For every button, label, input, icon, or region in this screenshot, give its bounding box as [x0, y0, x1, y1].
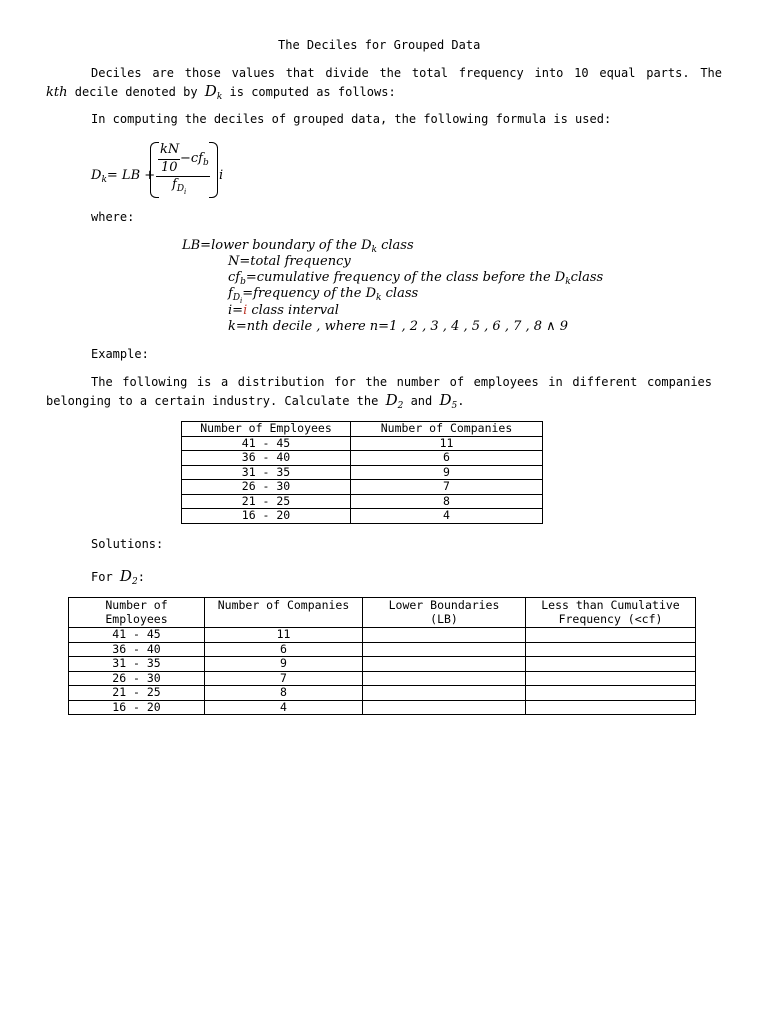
col-header-lower-boundaries: Lower Boundaries (LB)	[363, 598, 526, 628]
table-cell: 41 - 45	[69, 628, 205, 643]
table-cell: 9	[351, 465, 543, 480]
table-cell: 21 - 25	[182, 494, 351, 509]
formula-left-paren	[150, 142, 159, 198]
col-header-employees: Number of Employees	[69, 598, 205, 628]
example-line-2: belonging to a certain industry. Calculate the $D_2$ and $D_5$.	[46, 391, 465, 411]
solution-table	[68, 597, 696, 715]
table-row	[182, 480, 543, 495]
table-cell: 26 - 30	[182, 480, 351, 495]
def-n: N=total frequency	[228, 254, 351, 269]
page-title: The Deciles for Grouped Data	[278, 38, 481, 52]
table-row	[69, 628, 696, 643]
table-cell: 36 - 40	[69, 642, 205, 657]
table-cell: 31 - 35	[69, 657, 205, 672]
table-cell	[363, 686, 526, 701]
table-cell: 21 - 25	[69, 686, 205, 701]
solutions-label: Solutions:	[91, 537, 164, 551]
table-cell	[526, 657, 696, 672]
table-cell: 4	[205, 700, 363, 715]
table-cell: 16 - 20	[69, 700, 205, 715]
table-cell: 6	[205, 642, 363, 657]
table-cell: 4	[351, 509, 543, 524]
formula-ten: 10	[161, 160, 178, 175]
table-cell: 11	[205, 628, 363, 643]
table-cell: 31 - 35	[182, 465, 351, 480]
table-cell: 6	[351, 451, 543, 466]
col-header-less-than-cf: Less than Cumulative Frequency (<cf)	[526, 598, 696, 628]
col-header-companies: Number of Companies	[205, 598, 363, 628]
table-cell: 16 - 20	[182, 509, 351, 524]
table-cell	[363, 700, 526, 715]
formula-i: i	[219, 168, 224, 183]
table-row	[69, 700, 696, 715]
def-i: i=i class interval	[228, 303, 339, 318]
for-d2-label: For $D_2$:	[91, 567, 145, 587]
table-cell: 8	[351, 494, 543, 509]
def-cf: $cf_b=cumulative$ frequency of the class before the $D_kclass$	[228, 270, 604, 287]
table-row	[182, 451, 543, 466]
formula-right-paren	[209, 142, 218, 198]
formula-lhs: $D_k=$ LB +	[91, 168, 156, 185]
table-row	[69, 642, 696, 657]
example-line-1: The following is a distribution for the number of employees in different companies	[91, 375, 712, 389]
col-header-employees: Number of Employees	[182, 422, 351, 437]
def-f: $f_{D_i}=frequency$ of the $D_k$ class	[228, 286, 419, 305]
table-cell: 7	[351, 480, 543, 495]
where-label: where:	[91, 210, 135, 224]
table-row	[69, 671, 696, 686]
table-row	[182, 436, 543, 451]
formula-kn: kN	[160, 142, 180, 157]
table-cell: 9	[205, 657, 363, 672]
table-cell: 7	[205, 671, 363, 686]
table-row	[182, 509, 543, 524]
table-cell	[363, 671, 526, 686]
table-cell	[363, 642, 526, 657]
table-cell: 8	[205, 686, 363, 701]
distribution-table	[181, 421, 543, 524]
dk-symbol: $D_k$	[204, 82, 223, 102]
table-row	[69, 686, 696, 701]
table-cell	[526, 686, 696, 701]
def-k: k=nth decile , where n=1 , 2 , 3 , 4 , 5 , 6 , 7 , 8 ∧ 9	[228, 319, 569, 334]
table-cell: 41 - 45	[182, 436, 351, 451]
example-label: Example:	[91, 347, 149, 361]
intro-line-2: kth decile denoted by $D_k$ is computed as follows:	[46, 82, 396, 102]
kth-term: kth	[46, 85, 68, 100]
table-cell	[526, 700, 696, 715]
formula-intro: In computing the deciles of grouped data, the following formula is used:	[91, 112, 612, 126]
table-row	[182, 494, 543, 509]
table-cell	[526, 671, 696, 686]
table-cell	[526, 628, 696, 643]
intro-line-1: Deciles are those values that divide the total frequency into 10 equal parts. The	[91, 66, 722, 80]
table-cell: 26 - 30	[69, 671, 205, 686]
formula-f: $f_{D_i}$	[172, 177, 187, 196]
table-cell: 36 - 40	[182, 451, 351, 466]
table-cell	[526, 642, 696, 657]
col-header-companies: Number of Companies	[351, 422, 543, 437]
formula-cf: $-cf_b$	[180, 151, 209, 168]
table-row	[182, 465, 543, 480]
table-cell	[363, 628, 526, 643]
def-lb: LB=lower boundary of the $D_k$ class	[182, 238, 414, 255]
table-cell: 11	[351, 436, 543, 451]
table-cell	[363, 657, 526, 672]
table-row	[69, 657, 696, 672]
